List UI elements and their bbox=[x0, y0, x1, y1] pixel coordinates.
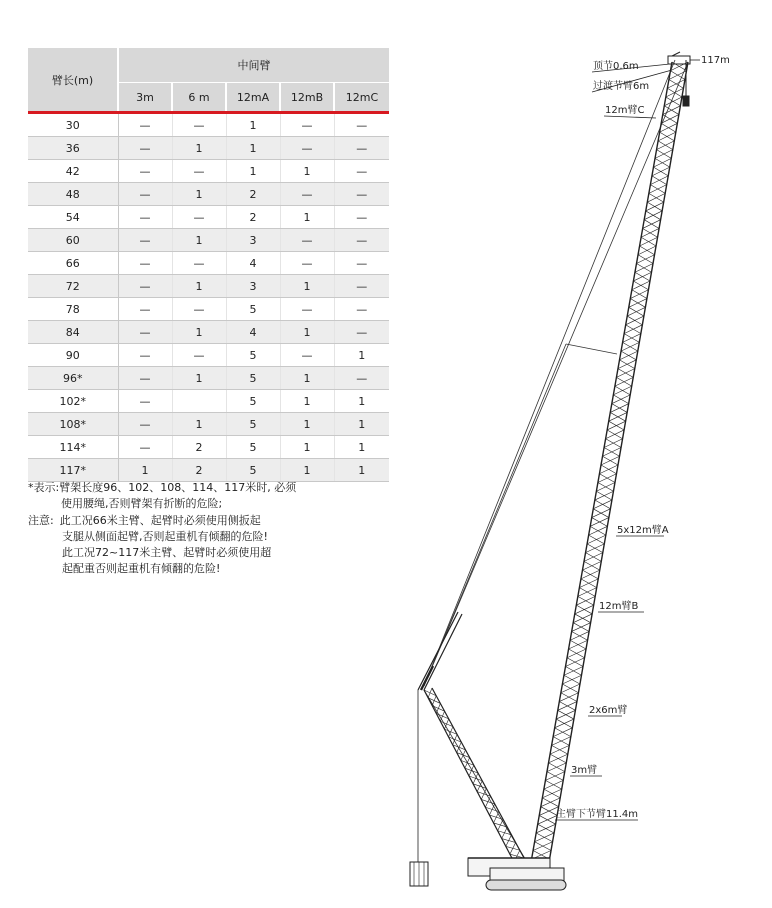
section-count-cell: — bbox=[334, 113, 389, 137]
arm-length-cell: 78 bbox=[28, 298, 118, 321]
col-header-12mc: 12mC bbox=[334, 83, 389, 113]
arm-length-cell: 114* bbox=[28, 436, 118, 459]
arm-length-cell: 102* bbox=[28, 390, 118, 413]
table-row bbox=[28, 229, 389, 252]
star-note-line1: 臂架长度96、102、108、114、117米时, 必须 bbox=[59, 481, 297, 494]
section-count-cell: — bbox=[118, 160, 172, 183]
attention-note-line2: 支腿从侧面起臂,否则起重机有倾翻的危险! bbox=[62, 530, 268, 543]
label-boom-2x6: 2x6m臂 bbox=[589, 705, 628, 716]
section-count-cell: 5 bbox=[226, 367, 280, 390]
col-header-12mb: 12mB bbox=[280, 83, 334, 113]
attention-note-line3: 此工况72~117米主臂、起臂时必须使用超 bbox=[62, 546, 272, 559]
section-count-cell: 1 bbox=[280, 459, 334, 482]
section-count-cell: 1 bbox=[280, 321, 334, 344]
section-count-cell: 1 bbox=[172, 137, 226, 160]
mast bbox=[418, 612, 462, 690]
section-count-cell: — bbox=[280, 229, 334, 252]
section-count-cell: 1 bbox=[172, 183, 226, 206]
arm-length-cell: 36 bbox=[28, 137, 118, 160]
section-count-cell: — bbox=[280, 137, 334, 160]
section-count-cell bbox=[172, 390, 226, 413]
section-count-cell: 1 bbox=[280, 367, 334, 390]
section-count-cell: — bbox=[172, 252, 226, 275]
section-count-cell: — bbox=[118, 436, 172, 459]
section-count-cell: 1 bbox=[172, 229, 226, 252]
section-count-cell: 5 bbox=[226, 413, 280, 436]
section-count-cell: — bbox=[118, 390, 172, 413]
label-transition: 过渡节臂6m bbox=[593, 81, 650, 92]
section-count-cell: — bbox=[280, 344, 334, 367]
section-count-cell: — bbox=[172, 113, 226, 137]
table-row bbox=[28, 413, 389, 436]
table-row bbox=[28, 367, 389, 390]
boom-stay-ropes bbox=[424, 60, 688, 862]
table-row bbox=[28, 137, 389, 160]
section-count-cell: 1 bbox=[280, 436, 334, 459]
table-row bbox=[28, 206, 389, 229]
table-row bbox=[28, 390, 389, 413]
section-count-cell: 5 bbox=[226, 436, 280, 459]
attention-note bbox=[28, 513, 261, 529]
section-count-cell: — bbox=[334, 160, 389, 183]
arm-length-cell: 108* bbox=[28, 413, 118, 436]
section-count-cell: 1 bbox=[334, 390, 389, 413]
section-count-cell: 4 bbox=[226, 321, 280, 344]
arm-length-header: 臂长(m) bbox=[28, 48, 118, 113]
middle-boom-header: 中间臂 bbox=[118, 48, 389, 83]
attention-note-line4: 起配重否则起重机有倾翻的危险! bbox=[62, 562, 221, 575]
section-count-cell: 2 bbox=[226, 183, 280, 206]
section-count-cell: 2 bbox=[226, 206, 280, 229]
section-count-cell: — bbox=[334, 298, 389, 321]
section-count-cell: — bbox=[280, 298, 334, 321]
section-count-cell: — bbox=[172, 206, 226, 229]
section-count-cell: — bbox=[118, 298, 172, 321]
section-count-cell: — bbox=[118, 252, 172, 275]
label-height: 117m bbox=[701, 55, 730, 66]
section-count-cell: — bbox=[118, 137, 172, 160]
section-count-cell: — bbox=[118, 275, 172, 298]
section-count-cell: 2 bbox=[172, 436, 226, 459]
arm-length-cell: 84 bbox=[28, 321, 118, 344]
section-count-cell: 1 bbox=[280, 160, 334, 183]
section-count-cell: 1 bbox=[172, 413, 226, 436]
section-count-cell: 1 bbox=[226, 160, 280, 183]
section-count-cell: — bbox=[280, 113, 334, 137]
section-count-cell: 2 bbox=[172, 459, 226, 482]
table-row bbox=[28, 321, 389, 344]
label-lower-section: 主臂下节臂11.4m bbox=[556, 809, 639, 820]
section-count-cell: — bbox=[280, 183, 334, 206]
section-count-cell: 3 bbox=[226, 229, 280, 252]
arm-length-cell: 42 bbox=[28, 160, 118, 183]
table-row bbox=[28, 252, 389, 275]
boom-labels bbox=[555, 60, 700, 820]
crawler-base bbox=[468, 858, 566, 890]
main-boom bbox=[530, 62, 688, 868]
table-body bbox=[28, 113, 389, 482]
table-row bbox=[28, 113, 389, 137]
section-count-cell: — bbox=[172, 298, 226, 321]
section-count-cell: 5 bbox=[226, 459, 280, 482]
arm-length-cell: 117* bbox=[28, 459, 118, 482]
arm-length-cell: 30 bbox=[28, 113, 118, 137]
col-header-6m: 6 m bbox=[172, 83, 226, 113]
star-note bbox=[28, 480, 296, 496]
section-count-cell: 1 bbox=[334, 344, 389, 367]
arm-length-cell: 60 bbox=[28, 229, 118, 252]
boom-tip bbox=[668, 52, 690, 106]
section-count-cell: — bbox=[172, 344, 226, 367]
table-row bbox=[28, 459, 389, 482]
section-count-cell: — bbox=[118, 113, 172, 137]
label-top-section: 顶节0.6m bbox=[593, 61, 639, 72]
section-count-cell: 1 bbox=[172, 367, 226, 390]
table-row bbox=[28, 298, 389, 321]
section-count-cell: — bbox=[118, 206, 172, 229]
section-count-cell: 5 bbox=[226, 298, 280, 321]
section-count-cell: 1 bbox=[226, 113, 280, 137]
section-count-cell: 1 bbox=[334, 413, 389, 436]
arm-length-cell: 90 bbox=[28, 344, 118, 367]
section-count-cell: 1 bbox=[280, 275, 334, 298]
star-note-prefix: *表示: bbox=[28, 481, 60, 494]
section-count-cell: 5 bbox=[226, 390, 280, 413]
section-count-cell: — bbox=[118, 367, 172, 390]
section-count-cell: 1 bbox=[280, 390, 334, 413]
section-count-cell: 1 bbox=[118, 459, 172, 482]
section-count-cell: 3 bbox=[226, 275, 280, 298]
table-row bbox=[28, 183, 389, 206]
section-count-cell: — bbox=[334, 206, 389, 229]
label-boom-5x12a: 5x12m臂A bbox=[617, 525, 669, 536]
attention-note-prefix: 注意: bbox=[28, 514, 54, 527]
table-row bbox=[28, 344, 389, 367]
label-boom-12b: 12m臂B bbox=[599, 601, 639, 612]
hook-assembly bbox=[410, 690, 428, 886]
table-row bbox=[28, 275, 389, 298]
section-count-cell: — bbox=[118, 344, 172, 367]
label-boom-3: 3m臂 bbox=[571, 765, 598, 776]
arm-length-cell: 66 bbox=[28, 252, 118, 275]
section-count-cell: 1 bbox=[280, 206, 334, 229]
star-note-line2: 使用腰绳,否则臂架有折断的危险; bbox=[61, 497, 223, 510]
arm-length-cell: 72 bbox=[28, 275, 118, 298]
section-count-cell: 1 bbox=[280, 413, 334, 436]
arm-length-cell: 96* bbox=[28, 367, 118, 390]
section-count-cell: 1 bbox=[334, 436, 389, 459]
section-count-cell: — bbox=[118, 321, 172, 344]
section-count-cell: — bbox=[118, 183, 172, 206]
section-count-cell: 4 bbox=[226, 252, 280, 275]
arm-length-cell: 54 bbox=[28, 206, 118, 229]
boom-combination-table bbox=[28, 48, 389, 482]
section-count-cell: — bbox=[334, 229, 389, 252]
section-count-cell: — bbox=[334, 275, 389, 298]
arm-length-cell: 48 bbox=[28, 183, 118, 206]
section-count-cell: — bbox=[280, 252, 334, 275]
table-row bbox=[28, 436, 389, 459]
section-count-cell: — bbox=[118, 413, 172, 436]
section-count-cell: — bbox=[334, 183, 389, 206]
col-header-3m: 3m bbox=[118, 83, 172, 113]
section-count-cell: — bbox=[334, 252, 389, 275]
attention-note-line1: 此工况66米主臂、起臂时必须使用侧扳起 bbox=[59, 514, 261, 527]
section-count-cell: — bbox=[334, 321, 389, 344]
lower-mast bbox=[424, 688, 524, 862]
section-count-cell: — bbox=[334, 367, 389, 390]
section-count-cell: 1 bbox=[172, 275, 226, 298]
section-count-cell: 5 bbox=[226, 344, 280, 367]
section-count-cell: 1 bbox=[172, 321, 226, 344]
section-count-cell: — bbox=[172, 160, 226, 183]
section-count-cell: — bbox=[334, 137, 389, 160]
section-count-cell: — bbox=[118, 229, 172, 252]
section-count-cell: 1 bbox=[334, 459, 389, 482]
label-boom-12c: 12m臂C bbox=[605, 105, 645, 116]
col-header-12ma: 12mA bbox=[226, 83, 280, 113]
table-row bbox=[28, 160, 389, 183]
section-count-cell: 1 bbox=[226, 137, 280, 160]
